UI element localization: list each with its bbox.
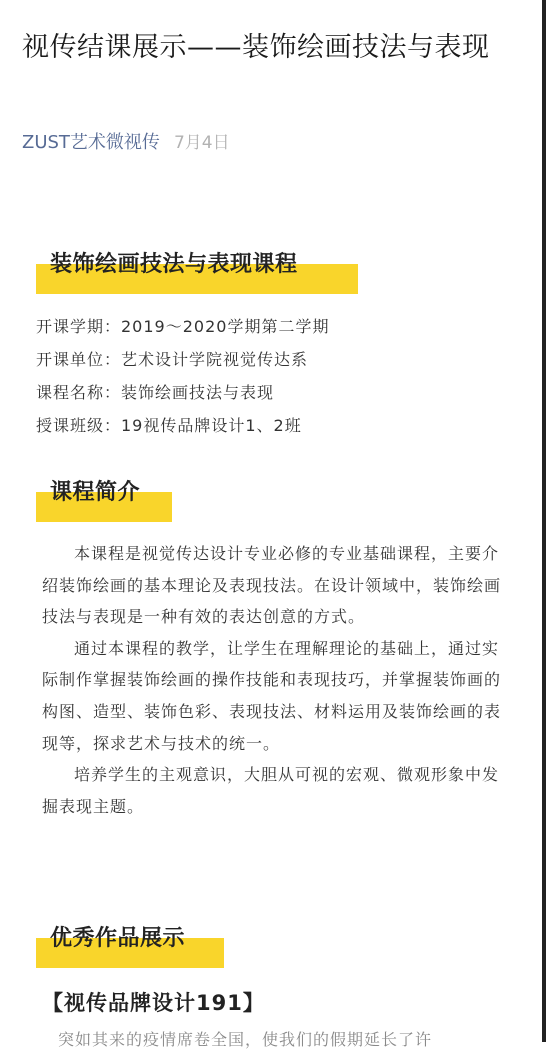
- article-title: 视传结课展示——装饰绘画技法与表现: [22, 32, 490, 63]
- course-info-list: [36, 310, 329, 442]
- truncated-paragraph-text: 突如其来的疫情席卷全国，使我们的假期延长了许: [58, 1030, 433, 1049]
- heading-label: 优秀作品展示: [50, 926, 186, 951]
- article-meta: [22, 130, 230, 156]
- account-name-link[interactable]: ZUST艺术微视传: [22, 132, 160, 153]
- course-info-row: 开课单位：艺术设计学院视觉传达系: [36, 350, 309, 369]
- class-subheading: 【视传品牌设计191】: [42, 991, 265, 1015]
- course-info-row: 开课学期：2019～2020学期第二学期: [36, 317, 330, 336]
- intro-paragraph: 培养学生的主观意识，大胆从可视的宏观、微观形象中发掘表现主题。: [42, 765, 500, 816]
- course-info-row: 课程名称：装饰绘画技法与表现: [36, 383, 275, 402]
- intro-paragraph: 本课程是视觉传达设计专业必修的专业基础课程，主要介绍装饰绘画的基本理论及表现技法。在设计领域中，装饰绘画技法与表现是一种有效的表达创意的方式。: [42, 544, 502, 627]
- heading-label: 课程简介: [50, 480, 141, 505]
- heading-label: 装饰绘画技法与表现课程: [50, 252, 298, 277]
- intro-paragraphs: [42, 538, 504, 822]
- publish-date: 7月4日: [173, 133, 230, 153]
- course-info-row: 授课班级：19视传品牌设计1、2班: [36, 416, 302, 435]
- right-edge-divider: [542, 0, 546, 1042]
- intro-paragraph: 通过本课程的教学，让学生在理解理论的基础上，通过实际制作掌握装饰绘画的操作技能和表现技巧，并掌握装饰画的构图、造型、装饰色彩、表现技法、材料运用及装饰绘画的表现等，探求艺术与技术的统一。: [42, 638, 502, 753]
